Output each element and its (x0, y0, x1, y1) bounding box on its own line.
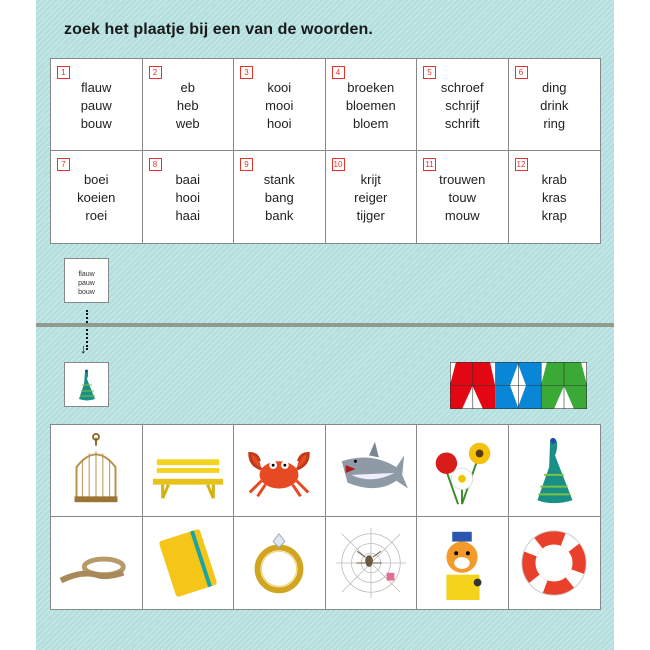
peacock-icon (515, 432, 593, 510)
word-cell[interactable] (51, 59, 143, 151)
example-picture-card (64, 362, 109, 407)
word: reiger (354, 190, 388, 205)
word-cell[interactable] (509, 59, 601, 151)
word: heb (176, 98, 199, 113)
word-cell[interactable] (326, 151, 418, 243)
word: bang (264, 190, 294, 205)
picture-cell-ring[interactable] (234, 517, 326, 609)
word: krijt (360, 172, 381, 187)
peacock-icon (67, 365, 107, 405)
word-cell[interactable] (234, 151, 326, 243)
cell-number: 6 (515, 66, 528, 79)
ring-icon (240, 524, 318, 602)
crab-icon (240, 432, 318, 510)
word: flauw (81, 80, 112, 95)
word: bank (265, 208, 294, 223)
picture-cell-rope[interactable] (51, 517, 143, 609)
cell-number: 7 (57, 158, 70, 171)
word: hooi (266, 116, 292, 131)
word: tijger (356, 208, 385, 223)
example-word: pauw (78, 280, 95, 287)
cell-number: 1 (57, 66, 70, 79)
word-cell[interactable] (143, 59, 235, 151)
word: stank (263, 172, 295, 187)
word: kooi (267, 80, 292, 95)
section-divider (36, 323, 614, 327)
example-word: bouw (78, 289, 95, 296)
spider-web-icon (332, 524, 410, 602)
example-word-card (64, 258, 109, 303)
picture-cell-flowers[interactable] (417, 425, 509, 517)
word: koeien (77, 190, 116, 205)
word: schrijf (445, 98, 480, 113)
arrow-down-icon: ↓ (80, 341, 87, 356)
word: haai (175, 208, 201, 223)
cell-number: 11 (423, 158, 436, 171)
word: schroef (440, 80, 484, 95)
birdcage-icon (57, 432, 135, 510)
word-cell[interactable] (417, 151, 509, 243)
instruction-title: zoek het plaatje bij een van de woorden. (64, 21, 373, 38)
picture-grid (50, 424, 601, 610)
word: bloem (353, 116, 389, 131)
cell-number: 8 (149, 158, 162, 171)
word-cell[interactable] (326, 59, 418, 151)
bench-icon (149, 432, 227, 510)
cell-number: 9 (240, 158, 253, 171)
word: trouwen (439, 172, 486, 187)
rope-icon (57, 524, 135, 602)
word: hooi (175, 190, 201, 205)
picture-cell-bench[interactable] (143, 425, 235, 517)
word: drink (540, 98, 569, 113)
word-grid (50, 58, 601, 244)
color-code-pattern (450, 362, 587, 409)
tiger-icon (423, 524, 501, 602)
picture-cell-shark[interactable] (326, 425, 418, 517)
word: pauw (80, 98, 112, 113)
word: krap (541, 208, 567, 223)
picture-cell-birdcage[interactable] (51, 425, 143, 517)
word: boei (83, 172, 109, 187)
word: mooi (265, 98, 294, 113)
cell-number: 12 (515, 158, 528, 171)
cell-number: 5 (423, 66, 436, 79)
word: baai (175, 172, 201, 187)
word: schrift (444, 116, 480, 131)
cell-number: 2 (149, 66, 162, 79)
cell-number: 4 (332, 66, 345, 79)
word: bloemen (345, 98, 396, 113)
lifebuoy-icon (515, 524, 593, 602)
word: ring (543, 116, 566, 131)
word: kras (541, 190, 567, 205)
flowers-icon (423, 432, 501, 510)
cell-number: 3 (240, 66, 253, 79)
word: mouw (444, 208, 480, 223)
picture-cell-crab[interactable] (234, 425, 326, 517)
picture-cell-notebook[interactable] (143, 517, 235, 609)
word: eb (180, 80, 195, 95)
word: ding (541, 80, 567, 95)
picture-cell-tiger[interactable] (417, 517, 509, 609)
word-cell[interactable] (143, 151, 235, 243)
shark-icon (332, 432, 410, 510)
picture-cell-spider-web[interactable] (326, 517, 418, 609)
word: bouw (80, 116, 112, 131)
notebook-icon (149, 524, 227, 602)
word-cell[interactable] (234, 59, 326, 151)
word-cell[interactable] (509, 151, 601, 243)
cell-number: 10 (332, 158, 345, 171)
word-cell[interactable] (51, 151, 143, 243)
picture-cell-lifebuoy[interactable] (509, 517, 601, 609)
example-word: flauw (78, 271, 95, 278)
word: krab (541, 172, 567, 187)
word: web (175, 116, 200, 131)
word: touw (448, 190, 476, 205)
picture-cell-peacock[interactable] (509, 425, 601, 517)
word: broeken (347, 80, 395, 95)
word: roei (85, 208, 108, 223)
word-cell[interactable] (417, 59, 509, 151)
